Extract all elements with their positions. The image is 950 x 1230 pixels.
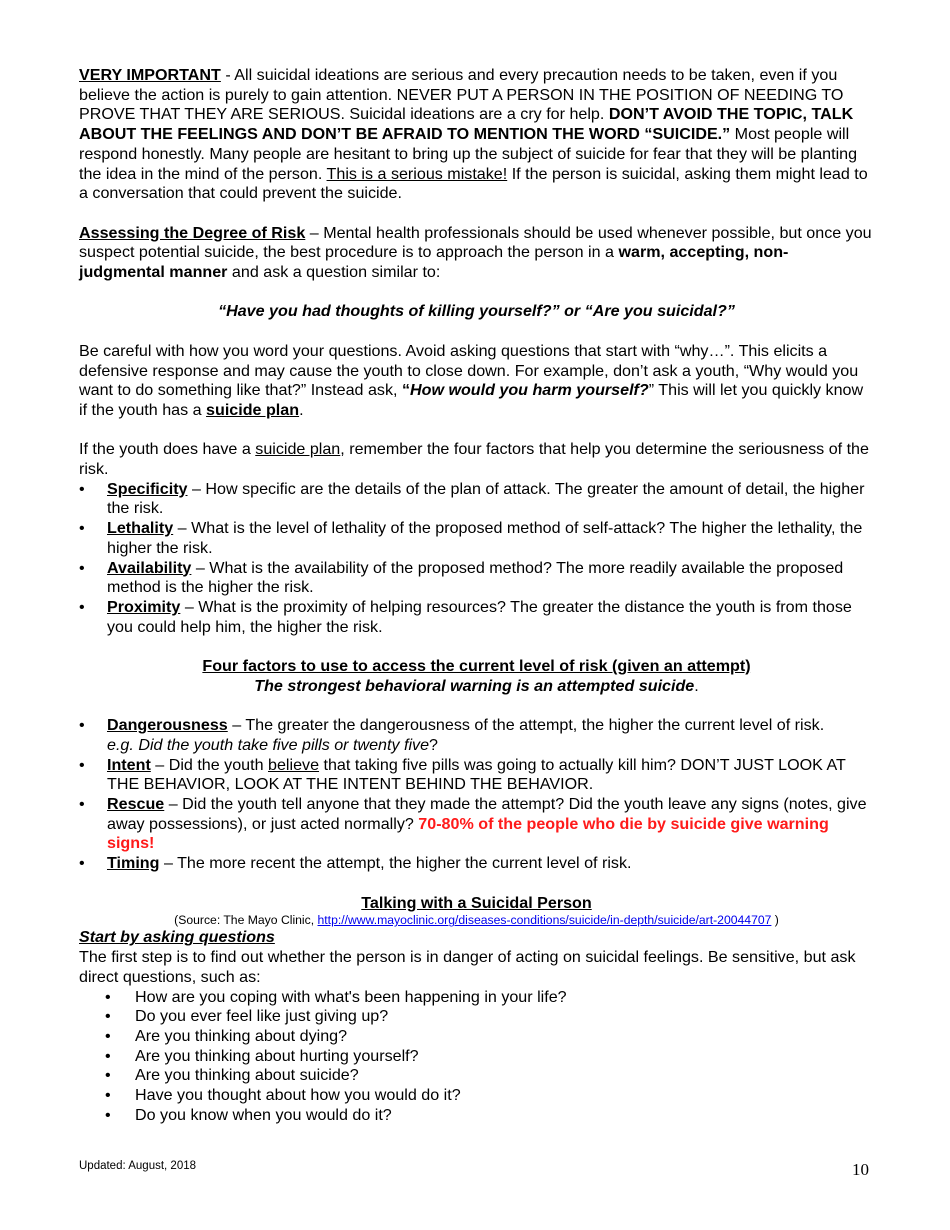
first-step-paragraph: The first step is to find out whether the person is in danger of acting on suicidal feelings. Be sensitive, but ask direct questions, such as: xyxy=(79,948,856,986)
list-item: • Are you thinking about dying? xyxy=(79,1027,874,1047)
very-important-paragraph: VERY IMPORTANT - All suicidal ideations are serious and every precaution needs to be taken, even if you believe the action is purely to gain attention. NEVER PUT A PERSON IN THE POSITION OF NEEDING TO PROVE THAT THEY ARE SERIOUS. Suicidal ideations are a cry for help. DON’T AVOID THE TOPIC, TALK ABOUT THE FEELINGS AND DON’T BE AFRAID TO MENTION THE WORD “SUICIDE.” Most people will respond honestly. Many people are hesitant to bring up the subject of suicide for fear that they will be planting the idea in the mind of the person. This is a serious mistake! If the person is suicidal, asking them might lead to a conversation that could prevent the suicide. xyxy=(79,66,868,203)
careful-wording-paragraph: Be careful with how you word your questions. Avoid asking questions that start with “why…”. This elicits a defensive response and may cause the youth to close down. For example, don’t ask a youth, “Why would you want to do something like that?” Instead ask, “How would you harm yourself?” This will let you quickly know if the youth has a suicide plan. xyxy=(79,341,864,419)
list-item: • Are you thinking about hurting yourself? xyxy=(79,1047,874,1067)
list-item: • Lethality – What is the level of lethality of the proposed method of self-attack? The higher the lethality, the higher the risk. xyxy=(79,519,874,558)
attempt-factors-subheading: The strongest behavioral warning is an attempted suicide. xyxy=(254,676,699,695)
list-item: • Do you ever feel like just giving up? xyxy=(79,1007,874,1027)
list-item: • Do you know when you would do it? xyxy=(79,1106,874,1126)
assessing-risk-paragraph: Assessing the Degree of Risk – Mental health professionals should be used whenever possible, but once you suspect potential suicide, the best procedure is to approach the person in a warm, accepting, non-judgmental manner and ask a question similar to: xyxy=(79,223,872,282)
plan-factors-list xyxy=(79,480,874,638)
list-item: • Availability – What is the availability of the proposed method? The more readily available the proposed method is the higher the risk. xyxy=(79,559,874,598)
key-question: “Have you had thoughts of killing yourself?” or “Are you suicidal?” xyxy=(218,302,735,321)
suicide-plan-paragraph: If the youth does have a suicide plan, remember the four factors that help you determine the seriousness of the risk. xyxy=(79,440,869,478)
page-number: 10 xyxy=(852,1160,869,1179)
list-item: • Rescue – Did the youth tell anyone that they made the attempt? Did the youth leave any signs (notes, give away possessions), or just acted normally? 70-80% of the people who die by suicide give warning signs! xyxy=(79,795,874,854)
talking-heading: Talking with a Suicidal Person xyxy=(361,893,592,912)
document-page xyxy=(79,66,874,1125)
asking-questions-subheading: Start by asking questions xyxy=(79,928,275,947)
assessing-risk-label: Assessing the Degree of Risk xyxy=(79,223,306,242)
mayo-clinic-link[interactable]: http://www.mayoclinic.org/diseases-conditions/suicide/in-depth/suicide/art-20044707 xyxy=(317,913,772,928)
list-item: • Are you thinking about suicide? xyxy=(79,1066,874,1086)
updated-date: Updated: August, 2018 xyxy=(79,1160,197,1172)
attempt-factors-list xyxy=(79,716,874,874)
list-item: • Timing – The more recent the attempt, the higher the current level of risk. xyxy=(79,854,874,874)
list-item: • Specificity – How specific are the details of the plan of attack. The greater the amount of detail, the higher the risk. xyxy=(79,480,874,519)
very-important-label: VERY IMPORTANT xyxy=(79,66,221,84)
list-item: • Intent – Did the youth believe that taking five pills was going to actually kill him? DON’T JUST LOOK AT THE BEHAVIOR, LOOK AT THE INTENT BEHIND THE BEHAVIOR. xyxy=(79,756,874,795)
list-item: • Proximity – What is the proximity of helping resources? The greater the distance the youth is from those you could help him, the higher the risk. xyxy=(79,598,874,637)
list-item: • How are you coping with what's been happening in your life? xyxy=(79,988,874,1008)
list-item: • Have you thought about how you would do it? xyxy=(79,1086,874,1106)
attempt-factors-heading: Four factors to use to access the current level of risk (given an attempt) xyxy=(202,657,751,676)
source-citation: (Source: The Mayo Clinic, http://www.mayoclinic.org/diseases-conditions/suicide/in-depth/suicide/art-20044707 ) xyxy=(174,913,779,928)
questions-list xyxy=(79,988,874,1126)
warning-signs-statistic: 70-80% of the people who die by suicide give warning signs! xyxy=(107,814,829,853)
list-item: • Dangerousness – The greater the dangerousness of the attempt, the higher the current level of risk. e.g. Did the youth take five pills or twenty five? xyxy=(79,716,874,755)
